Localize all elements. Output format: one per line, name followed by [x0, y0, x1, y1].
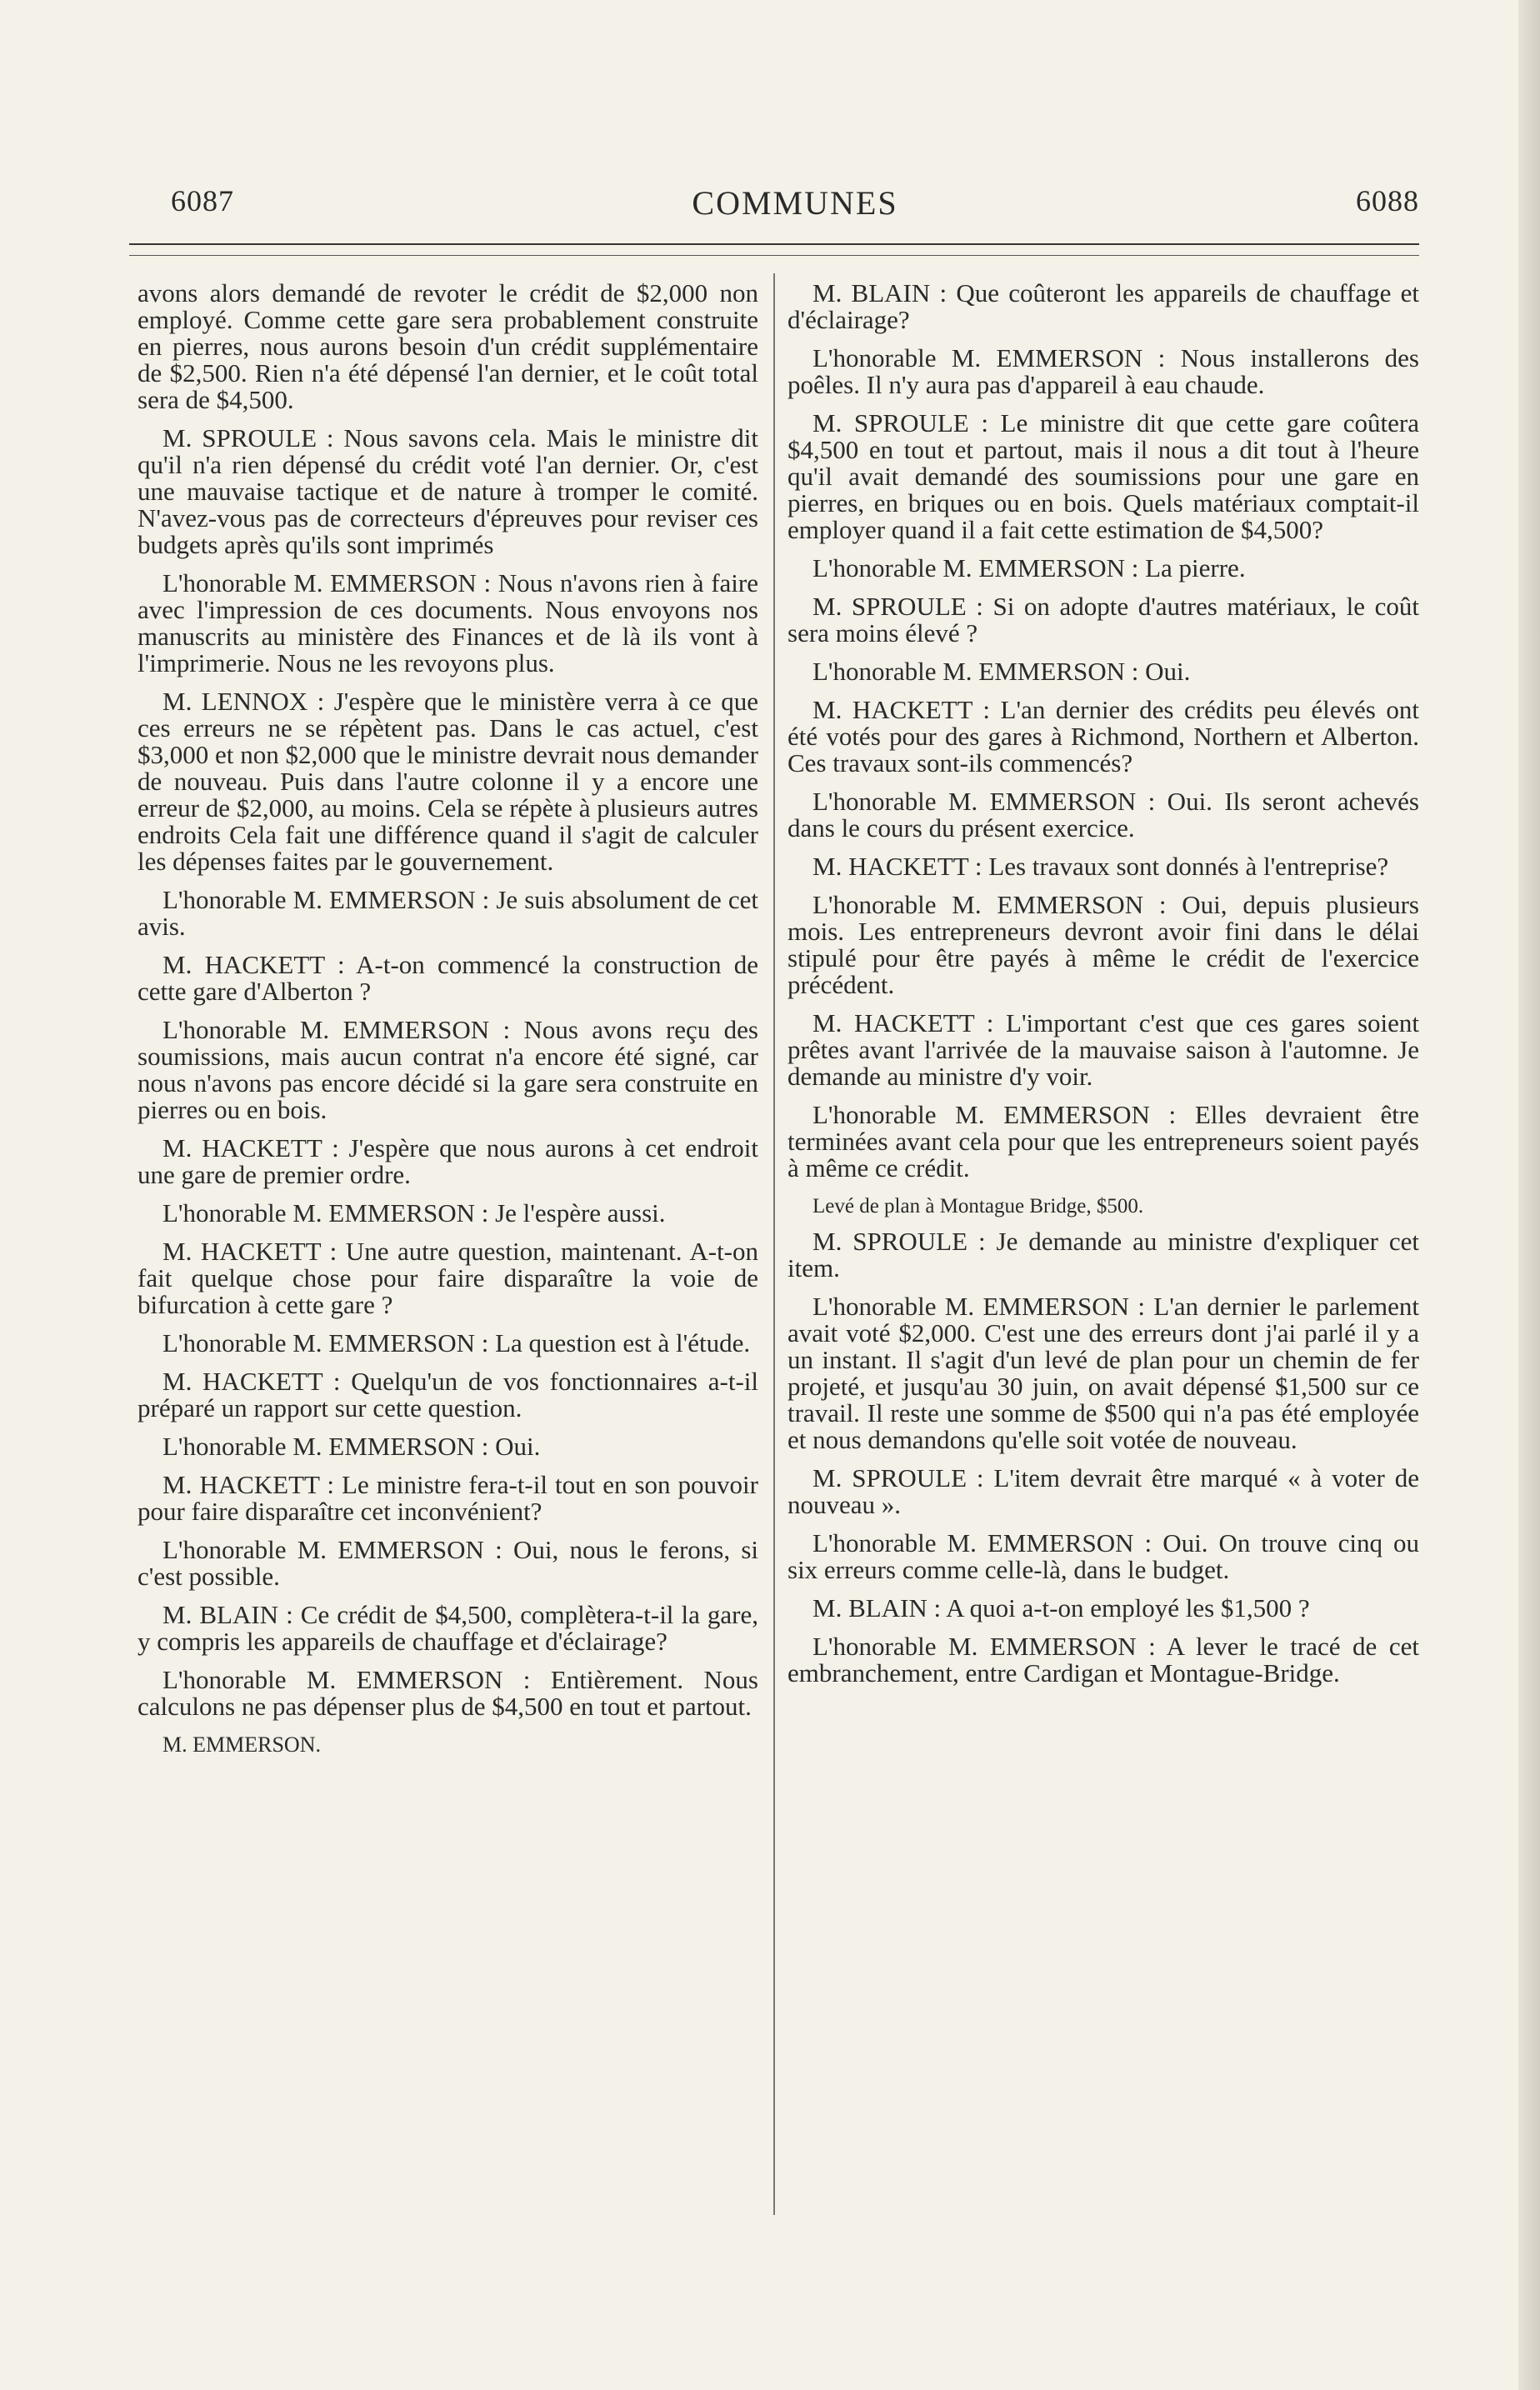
- paragraph: M. HACKETT : J'espère que nous aurons à cet endroit une gare de premier ordre.: [138, 1133, 758, 1189]
- paragraph: L'honorable M. EMMERSON : Oui. On trouve cinq ou six erreurs comme celle-là, dans le budget.: [788, 1528, 1419, 1584]
- paragraph: M. SPROULE : L'item devrait être marqué « à voter de nouveau ».: [788, 1463, 1419, 1519]
- page-number-right: 6088: [1356, 184, 1419, 218]
- paragraph: M. LENNOX : J'espère que le ministère verra à ce que ces erreurs ne se répètent pas. Dans le cas actuel, c'est $3,000 et non $2,000 que le ministre devrait nous demander de nouveau. Puis dans l'autre colonne il y a encore une erreur de $2,000, au moins. Cela se répète à plusieurs autres endroits Cela fait une différence quand il s'agit de calculer les dépenses faites par le gouvernement.: [138, 687, 758, 876]
- header-rule-thin: [129, 255, 1419, 256]
- paragraph: L'honorable M. EMMERSON : Oui, nous le ferons, si c'est possible.: [138, 1535, 758, 1591]
- paragraph: L'honorable M. EMMERSON : Entièrement. Nous calculons ne pas dépenser plus de $4,500 en tout et partout.: [138, 1665, 758, 1721]
- paragraph: L'honorable M. EMMERSON : Oui.: [812, 657, 1191, 686]
- paragraph: L'honorable M. EMMERSON : La pierre.: [812, 553, 1246, 582]
- paragraph: L'honorable M. EMMERSON : Je suis absolument de cet avis.: [138, 885, 758, 941]
- paragraph: M. HACKETT : Une autre question, maintenant. A-t-on fait quelque chose pour faire disparaître la voie de bifurcation à cette gare ?: [138, 1237, 758, 1319]
- paragraph: M. HACKETT : Les travaux sont donnés à l'entreprise?: [812, 852, 1389, 881]
- budget-item-heading: Levé de plan à Montague Bridge, $500.: [812, 1195, 1144, 1218]
- paragraph: M. HACKETT : Le ministre fera-t-il tout en son pouvoir pour faire disparaître cet inconvénient?: [138, 1470, 758, 1526]
- paragraph: M. SPROULE : Si on adopte d'autres matériaux, le coût sera moins élevé ?: [788, 592, 1419, 648]
- paragraph: M. HACKETT : L'an dernier des crédits peu élevés ont été votés pour des gares à Richmond, Northern et Alberton. Ces travaux sont-ils commencés?: [788, 695, 1419, 778]
- paragraph: L'honorable M. EMMERSON : Oui.: [162, 1432, 541, 1461]
- paragraph: L'honorable M. EMMERSON : A lever le tracé de cet embranchement, entre Cardigan et Montague-Bridge.: [788, 1632, 1419, 1688]
- page-number-left: 6087: [171, 184, 234, 218]
- paragraph: L'honorable M. EMMERSON : La question est à l'étude.: [162, 1328, 751, 1358]
- paragraph: M. SPROULE : Le ministre dit que cette gare coûtera $4,500 en tout et partout, mais il nous a dit tout à l'heure qu'il avait demandé des soumissions pour une gare en pierres, en briques ou en bois. Quels matériaux comptait-il employer quand il a fait cette estimation de $4,500?: [788, 408, 1419, 544]
- paragraph: L'honorable M. EMMERSON : Nous n'avons rien à faire avec l'impression de ces documents. Nous envoyons nos manuscrits au ministère des Finances et de là ils vont à l'imprimerie. Nous ne les revoyons plus.: [138, 568, 758, 678]
- right-column: [788, 280, 1419, 1698]
- paragraph: L'honorable M. EMMERSON : Oui. Ils seront achevés dans le cours du présent exercice.: [788, 787, 1419, 842]
- paragraph: M. BLAIN : A quoi a-t-on employé les $1,500 ?: [812, 1593, 1310, 1622]
- paragraph: M. HACKETT : L'important c'est que ces gares soient prêtes avant l'arrivée de la mauvaise saison à l'automne. Je demande au ministre d'y voir.: [788, 1008, 1419, 1091]
- paragraph: M. SPROULE : Nous savons cela. Mais le ministre dit qu'il n'a rien dépensé du crédit voté l'an dernier. Or, c'est une mauvaise tactique et de nature à tromper le comité. N'avez-vous pas de correcteurs d'épreuves pour reviser ces budgets après qu'ils sont imprimés: [138, 423, 758, 559]
- paragraph: M. HACKETT : Quelqu'un de vos fonctionnaires a-t-il préparé un rapport sur cette question.: [138, 1367, 758, 1422]
- paragraph: L'honorable M. EMMERSON : Elles devraient être terminées avant cela pour que les entrepreneurs soient payés à même ce crédit.: [788, 1100, 1419, 1182]
- paragraph: L'honorable M. EMMERSON : L'an dernier le parlement avait voté $2,000. C'est une des erreurs dont j'ai parlé il y a un instant. Il s'agit d'un levé de plan pour un chemin de fer projeté, et jusqu'au 30 juin, on avait dépensé $1,500 sur ce travail. Il reste une somme de $500 qui n'a pas été employée et nous demandons qu'elle soit votée de nouveau.: [788, 1292, 1419, 1454]
- column-divider: [773, 273, 775, 2215]
- paragraph: L'honorable M. EMMERSON : Je l'espère aussi.: [162, 1198, 666, 1228]
- page-header: [171, 177, 1419, 232]
- page-edge: [1518, 0, 1540, 2390]
- paragraph: avons alors demandé de revoter le crédit de $2,000 non employé. Comme cette gare sera probablement construite en pierres, nous aurons besoin d'un crédit supplémentaire de $2,500. Rien n'a été dépensé l'an dernier, et le coût total sera de $4,500.: [138, 278, 758, 414]
- paragraph: M. HACKETT : A-t-on commencé la construction de cette gare d'Alberton ?: [138, 950, 758, 1006]
- speaker-signature: M. EMMERSON.: [162, 1732, 321, 1757]
- page-title: COMMUNES: [692, 184, 898, 222]
- paragraph: M. BLAIN : Ce crédit de $4,500, complètera-t-il la gare, y compris les appareils de chauffage et d'éclairage?: [138, 1600, 758, 1656]
- left-column: [138, 280, 758, 1770]
- paragraph: M. SPROULE : Je demande au ministre d'expliquer cet item.: [788, 1227, 1419, 1282]
- paragraph: L'honorable M. EMMERSON : Nous installerons des poêles. Il n'y aura pas d'appareil à eau chaude.: [788, 343, 1419, 399]
- paragraph: M. BLAIN : Que coûteront les appareils de chauffage et d'éclairage?: [788, 278, 1419, 334]
- paragraph: L'honorable M. EMMERSON : Oui, depuis plusieurs mois. Les entrepreneurs devront avoir fini dans le délai stipulé pour être payés à même le crédit de l'exercice précédent.: [788, 890, 1419, 999]
- header-rule: [129, 243, 1419, 245]
- paragraph: L'honorable M. EMMERSON : Nous avons reçu des soumissions, mais aucun contrat n'a encore été signé, car nous n'avons pas encore décidé si la gare sera construite en pierres ou en bois.: [138, 1015, 758, 1124]
